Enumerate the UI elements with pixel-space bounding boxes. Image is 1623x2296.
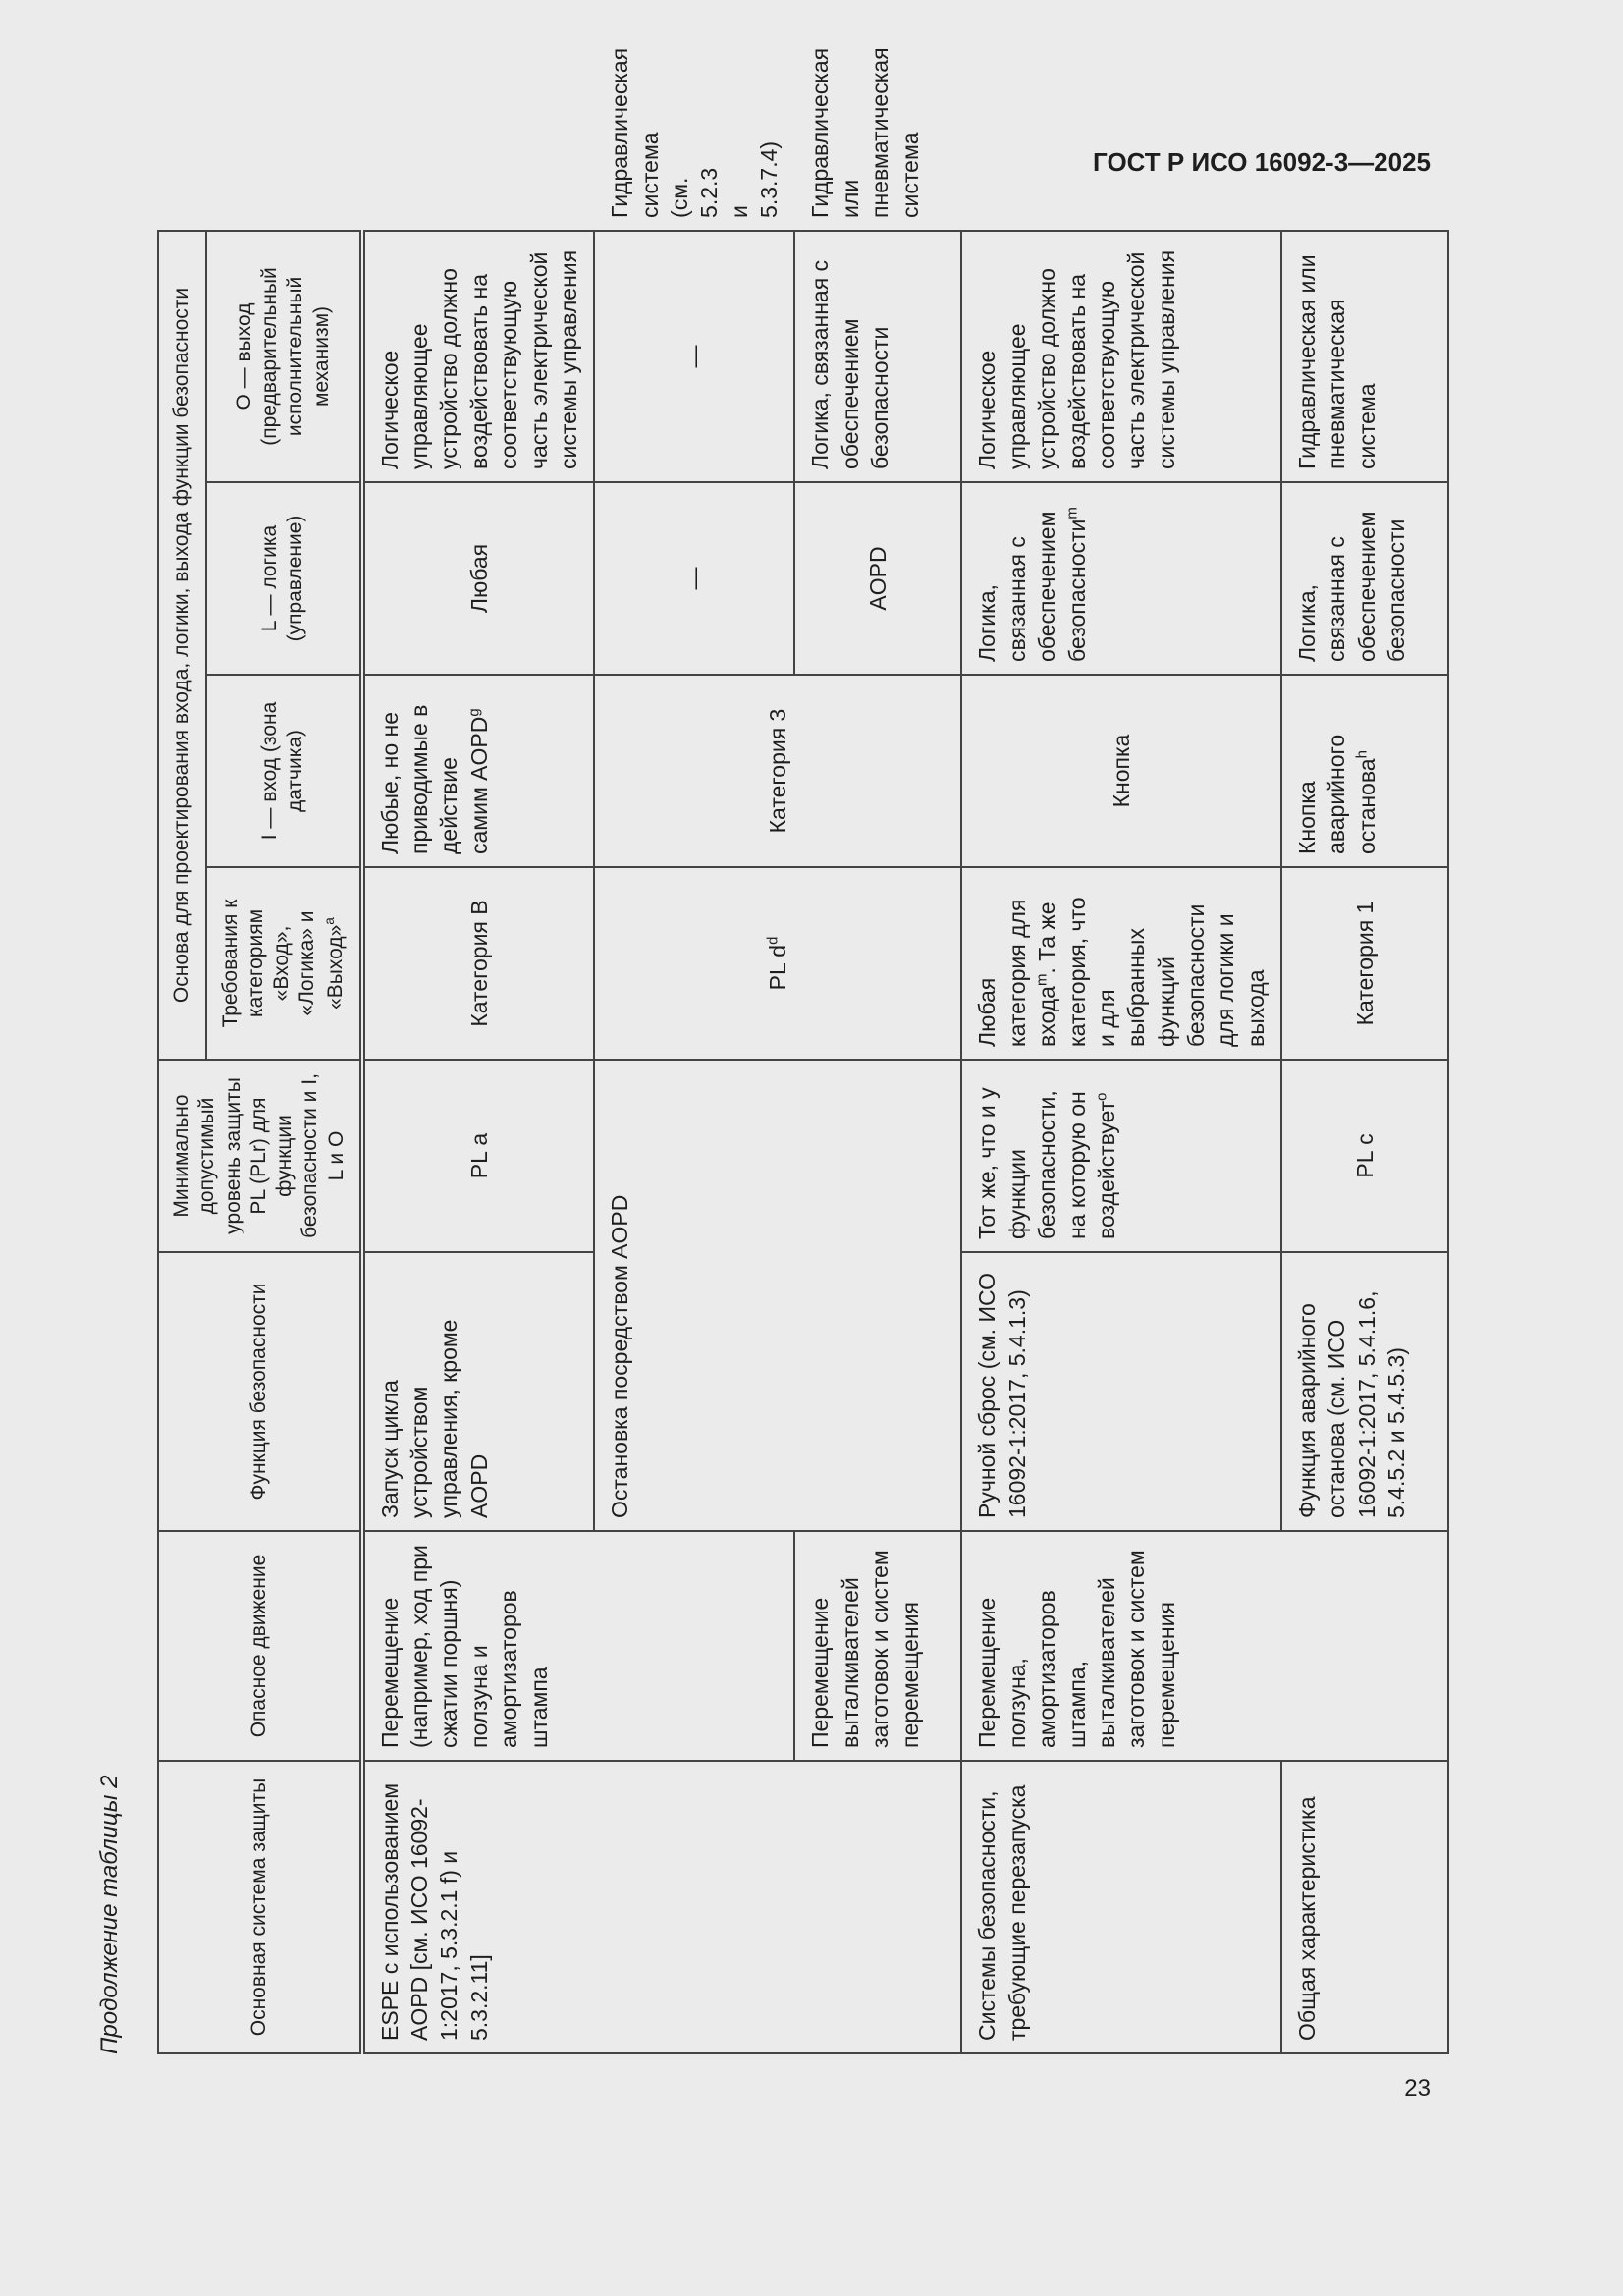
col-header-system: Основная система защиты xyxy=(158,1761,362,2053)
col-header-requirements: Требования к категориям «Вход», «Логика» и «Выход»$^a$ xyxy=(206,867,362,1060)
cell-estop-logic: Логика, связанная с обеспечением безопасности xyxy=(1281,482,1448,675)
cell-start-requirements: Категория B xyxy=(362,867,595,1060)
cell-reset-function: Ручной сброс (см. ИСО 16092-1:2017, 5.4.1.3) xyxy=(961,1252,1281,1531)
cell-espe-hazard-2: Перемещение выталкивателей заготовок и систем перемещения xyxy=(794,1531,961,1761)
table-caption: Продолжение таблицы 2 xyxy=(96,1775,123,2054)
page-number: 23 xyxy=(1404,2075,1431,2102)
col-header-basis: Основа для проектирования входа, логики, выхода функции безопасности xyxy=(158,231,206,1060)
cell-stop-function: Остановка посредством AOPD xyxy=(594,1060,961,1531)
cell-reset-plr: Тот же, что и у функции безопасности, на которую он воздействует$^o$ xyxy=(961,1060,1281,1252)
cell-estop-output: Гидравлическая или пневматическая система xyxy=(1281,231,1448,482)
cell-start-input: Любые, но не приводимые в действие самим AOPD$^g$ xyxy=(362,675,595,867)
cell-espe-hazard-1: Перемещение (например, ход при сжатии поршня) ползуна и амортизаторов штампа xyxy=(362,1531,795,1761)
cell-reset-input: Кнопка xyxy=(961,675,1281,867)
cell-stop-input-a: — xyxy=(594,482,794,675)
cell-start-plr: PL a xyxy=(362,1060,595,1252)
cell-espe-system: ESPE с использованием AOPD [см. ИСО 16092-1:2017, 5.3.2.1 f) и 5.3.2.11] xyxy=(362,1761,962,2053)
cell-restart-hazard: Перемещение ползуна, амортизаторов штампа, выталкивателей заготовок и систем перемещения xyxy=(961,1531,1448,1761)
cell-stop-logic-a: — xyxy=(594,231,794,482)
cell-stop-input-b: AOPD xyxy=(794,482,961,675)
cell-start-logic: Любая xyxy=(362,482,595,675)
safety-functions-table: Основная система защиты Опасное движение Функция безопасности Минимально допустимый уровень защиты PL (PLr) для функции безопасности и I, L и O Основа для проектирования входа, логики, выхода функции безопасности Требования к категориям «Вход», «Логика» и «Выход»$^a$ I — вход (зона датчика) L — логика (управление) O — выход (предварительный исполнительный механизм) ESPE с использованием AOPD [см. ИСО 16092-1:2017, 5.3.2.1 f) и 5.3.2.11] Перемещение (например, ход при сжатии поршня) ползуна и амортизаторов штампа Запуск цикла устройством управления, кроме AOPD PL a Категория B Любые, но не приводимые в действие самим AOPD$^g$ Любая Логическое управляющее устройство должно воздействовать на соответствующую часть электрической системы управления Остановка посредством AOPD PL $d^d$ Категория 3 — — Гидравлическая система (см. 5.2.3 и 5.3.7.4) Перемещение выталкивателей заготовок и систем перемещения AOPD Логика, связанная с обеспечением безопасности Гидравлическая или пневматическая система Системы безопасности, требующие перезапуска Перемещение ползуна, амортизаторов штампа, выталкивателей заготовок и систем перемещения Ручной сброс (см. ИСО 16092-1:2017, 5.4.1.3) Тот же, что и у функции безопасности, на которую он воздействует$^o$ Любая категория для входа$^m$. Та же категория, что и для выбранных функций безопасности для логики и выхода Кнопка Логика, связанная с обеспечением безопасности$^m$ Логическое управляющее устройство должно воздействовать на соответствующую часть электрической системы управления Общая характеристика Функция аварийного останова (см. ИСО 16092-1:2017, 5.4.1.6, 5.4.5.2 и 5.4.5.3) PL c Категория 1 Кнопка аварийного останова$^h$ Логика, связанная с обеспечением безопасности Гидравлическая или пневматическая система xyxy=(157,230,1449,2054)
cell-stop-logic-b: Логика, связанная с обеспечением безопасности xyxy=(794,231,961,482)
col-header-output: O — выход (предварительный исполнительный механизм) xyxy=(206,231,362,482)
cell-reset-output: Логическое управляющее устройство должно воздействовать на соответствующую часть электрической системы управления xyxy=(961,231,1281,482)
cell-estop-requirements: Категория 1 xyxy=(1281,867,1448,1060)
cell-start-function: Запуск цикла устройством управления, кроме AOPD xyxy=(362,1252,595,1531)
cell-general-system: Общая характеристика xyxy=(1281,1761,1448,2053)
cell-estop-input: Кнопка аварийного останова$^h$ xyxy=(1281,675,1448,867)
cell-reset-requirements: Любая категория для входа$^m$. Та же категория, что и для выбранных функций безопасности для логики и выхода xyxy=(961,867,1281,1060)
col-header-logic: L — логика (управление) xyxy=(206,482,362,675)
col-header-function: Функция безопасности xyxy=(158,1252,362,1531)
standard-number: ГОСТ Р ИСО 16092-3—2025 xyxy=(1093,147,1431,177)
col-header-plr: Минимально допустимый уровень защиты PL (PLr) для функции безопасности и I, L и O xyxy=(158,1060,362,1252)
cell-stop-requirements: Категория 3 xyxy=(594,675,961,867)
col-header-input: I — вход (зона датчика) xyxy=(206,675,362,867)
cell-start-output: Логическое управляющее устройство должно воздействовать на соответствующую часть электрической системы управления xyxy=(362,231,595,482)
col-header-hazard: Опасное движение xyxy=(158,1531,362,1761)
cell-stop-plr: PL $d^d$ xyxy=(594,867,961,1060)
cell-estop-plr: PL c xyxy=(1281,1060,1448,1252)
cell-estop-function: Функция аварийного останова (см. ИСО 16092-1:2017, 5.4.1.6, 5.4.5.2 и 5.4.5.3) xyxy=(1281,1252,1448,1531)
cell-reset-logic: Логика, связанная с обеспечением безопасности$^m$ xyxy=(961,482,1281,675)
cell-restart-system: Системы безопасности, требующие перезапуска xyxy=(961,1761,1281,2053)
